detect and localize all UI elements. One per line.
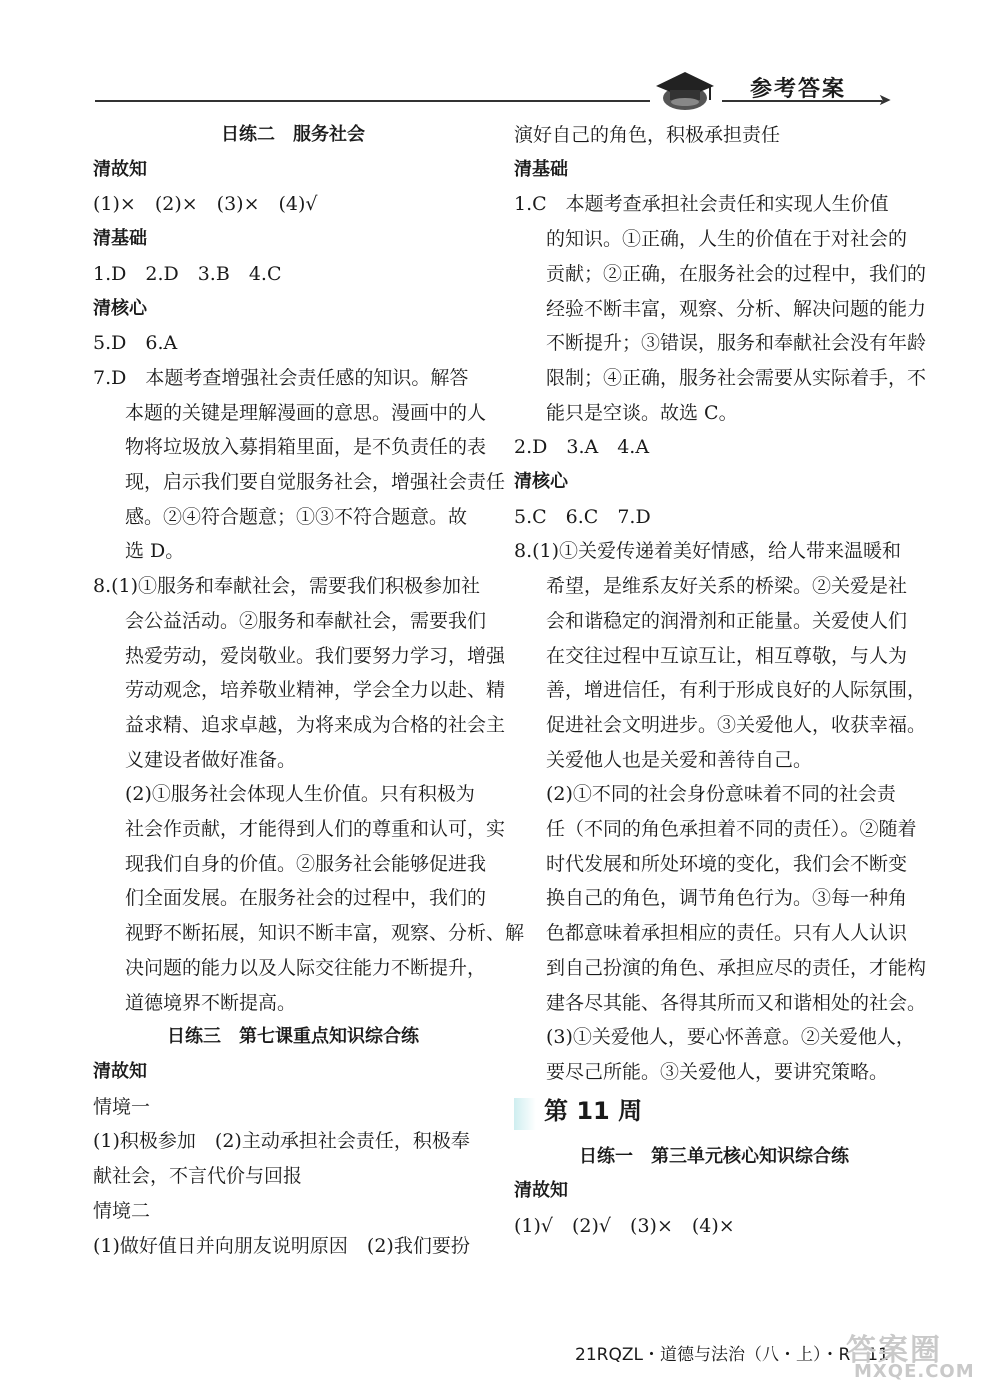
left-column <box>93 118 525 1263</box>
watermark-text: 答案圈 <box>846 1333 942 1368</box>
text-line: 会和谐稳定的润滑剂和正能量。关爱使人们 <box>546 609 908 632</box>
text-line: 不断提升；③错误，服务和奉献社会没有年龄 <box>546 332 927 355</box>
text-line: 的知识。①正确，人生的价值在于对社会的 <box>546 228 908 251</box>
text-line: 社会作贡献，才能得到人们的尊重和认可，实 <box>125 818 506 841</box>
text-line: 感。②④符合题意；①③不符合题意。故 <box>125 505 468 528</box>
section-heading: 清基础 <box>93 228 147 250</box>
text-line: (1)× (2)× (3)× (4)√ <box>93 193 318 216</box>
text-line: 贡献；②正确，在服务社会的过程中，我们的 <box>546 262 927 285</box>
right-column <box>514 118 927 1244</box>
arrow-icon: ➤ <box>878 90 892 109</box>
text-line: 演好自己的角色，积极承担责任 <box>514 124 781 146</box>
text-line: 物将垃圾放入募捐箱里面，是不负责任的表 <box>125 436 487 459</box>
section-heading: 清核心 <box>514 471 568 493</box>
text-line: 视野不断拓展，知识不断丰富，观察、分析、解 <box>125 922 525 945</box>
text-line: 现我们自身的价值。②服务社会能够促进我 <box>125 852 487 875</box>
text-line: (1)积极参加 (2)主动承担社会责任，积极奉 <box>93 1130 470 1153</box>
header-label: 参考答案 <box>750 77 847 102</box>
text-line: 限制；④正确，服务社会需要从实际着手，不 <box>546 366 927 389</box>
page-footer: 21RQZL・道德与法治（八・上）・R 11 <box>575 1345 889 1365</box>
week-title: 第 11 周 <box>544 1096 643 1125</box>
text-line: 现，启示我们要自觉服务社会，增强社会责任 <box>125 471 506 494</box>
text-line: 5.C 6.C 7.D <box>514 505 651 528</box>
text-line: 会公益活动。②服务和奉献社会，需要我们 <box>125 609 487 632</box>
text-line: 义建设者做好准备。 <box>125 748 297 771</box>
text-line: 们全面发展。在服务社会的过程中，我们的 <box>125 887 487 910</box>
right-top-block <box>514 118 927 1090</box>
exercise-title: 日练一 第三单元核心知识综合练 <box>579 1145 849 1167</box>
text-line: 要尽己所能。③关爱他人，要讲究策略。 <box>546 1060 889 1083</box>
text-line: 能只是空谈。故选 C。 <box>546 401 738 424</box>
header-rule <box>95 100 650 102</box>
text-line: 热爱劳动，爱岗敬业。我们要努力学习，增强 <box>125 644 506 667</box>
text-line: 换自己的角色，调节角色行为。③每一种角 <box>546 887 908 910</box>
text-line: 决问题的能力以及人际交往能力不断提升， <box>125 956 487 979</box>
text-line: 8.(1)①关爱传递着美好情感，给人带来温暖和 <box>514 540 902 563</box>
text-line: 5.D 6.A <box>93 332 178 355</box>
text-line: 任（不同的角色承担着不同的责任）。②随着 <box>546 818 917 841</box>
text-line: 经验不断丰富，观察、分析、解决问题的能力 <box>546 297 927 320</box>
text-line: (3)①关爱他人，要心怀善意。②关爱他人， <box>546 1026 915 1049</box>
section-heading: 清故知 <box>93 1060 147 1082</box>
text-line: 色都意味着承担相应的责任。只有人人认识 <box>546 922 908 945</box>
text-line: 关爱他人也是关爱和善待自己。 <box>546 748 813 771</box>
text-line: (1)做好值日并向朋友说明原因 (2)我们要扮 <box>93 1234 470 1257</box>
section-heading: 清基础 <box>514 158 568 180</box>
exercise-title: 日练三 第七课重点知识综合练 <box>167 1026 419 1048</box>
text-line: 8.(1)①服务和奉献社会，需要我们积极参加社 <box>93 575 481 598</box>
text-line: 本题的关键是理解漫画的意思。漫画中的人 <box>125 401 487 424</box>
text-line: 2.D 3.A 4.A <box>514 436 650 459</box>
text-line: 促进社会文明进步。③关爱他人，收获幸福。 <box>546 713 927 736</box>
text-line: 到自己扮演的角色、承担应尽的责任，才能构 <box>546 956 927 979</box>
watermark-url: MXQE.COM <box>854 1361 975 1382</box>
text-line: 善，增进信任，有利于形成良好的人际氛围， <box>546 679 927 702</box>
text-line: 建各尽其能、各得其所而又和谐相处的社会。 <box>546 991 927 1014</box>
text-line: 献社会，不言代价与回报 <box>93 1165 303 1188</box>
text-line: 1.C 本题考查承担社会责任和实现人生价值 <box>514 193 889 216</box>
text-line: 希望，是维系友好关系的桥梁。②关爱是社 <box>546 575 908 598</box>
text-line: (2)①服务社会体现人生价值。只有积极为 <box>125 783 475 806</box>
text-line: 情境一 <box>93 1095 151 1118</box>
right-bottom-block <box>514 1140 914 1244</box>
section-heading: 清故知 <box>93 158 147 180</box>
section-heading: 清核心 <box>93 297 147 319</box>
text-line: 在交往过程中互谅互让，相互尊敬，与人为 <box>546 644 908 667</box>
text-line: 益求精、追求卓越，为将来成为合格的社会主 <box>125 713 506 736</box>
text-line: (1)√ (2)√ (3)× (4)× <box>514 1215 735 1238</box>
text-line: 情境二 <box>93 1199 151 1222</box>
text-line: 劳动观念，培养敬业精神，学会全力以赴、精 <box>125 679 506 702</box>
text-line: 7.D 本题考查增强社会责任感的知识。解答 <box>93 366 469 389</box>
text-line: 1.D 2.D 3.B 4.C <box>93 262 282 285</box>
week-heading <box>514 1094 914 1134</box>
section-heading: 清故知 <box>514 1180 568 1202</box>
graduation-cap-icon <box>652 66 718 116</box>
text-line: 时代发展和所处环境的变化，我们会不断变 <box>546 852 908 875</box>
text-line: 道德境界不断提高。 <box>125 991 297 1014</box>
exercise-title: 日练二 服务社会 <box>221 124 365 145</box>
text-line: 选 D。 <box>125 540 185 563</box>
week-marker <box>514 1098 536 1130</box>
text-line: (2)①不同的社会身份意味着不同的社会责 <box>546 783 896 806</box>
watermark-logo <box>838 1325 988 1385</box>
